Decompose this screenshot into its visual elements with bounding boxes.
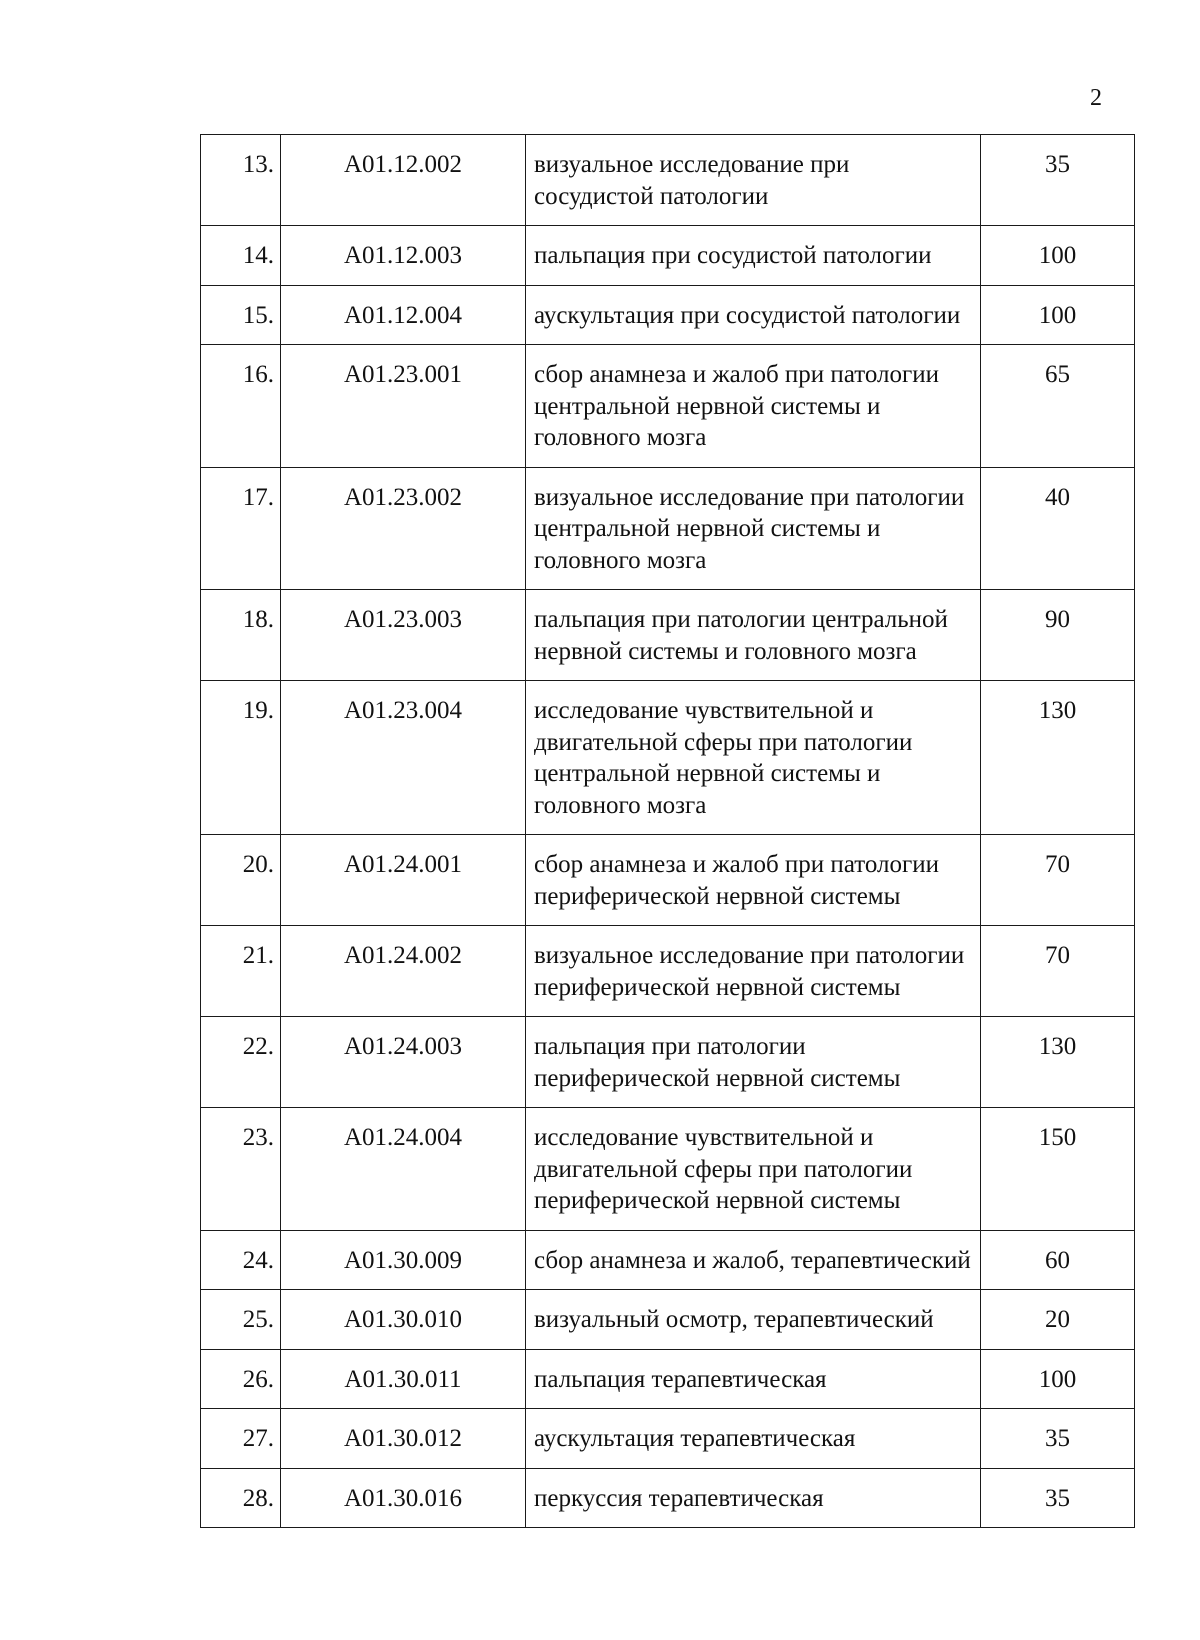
table-row xyxy=(201,285,1135,345)
table-row xyxy=(201,1017,1135,1108)
service-price: 100 xyxy=(981,285,1135,345)
row-number: 17. xyxy=(201,467,281,590)
row-number: 15. xyxy=(201,285,281,345)
service-name: аускультация терапевтическая xyxy=(526,1409,981,1469)
service-name: сбор анамнеза и жалоб, терапевтический xyxy=(526,1230,981,1290)
service-name: сбор анамнеза и жалоб при патологии периферической нервной системы xyxy=(526,835,981,926)
service-code: A01.24.003 xyxy=(281,1017,526,1108)
row-number: 23. xyxy=(201,1108,281,1231)
service-name: сбор анамнеза и жалоб при патологии центральной нервной системы и головного мозга xyxy=(526,345,981,468)
service-price: 70 xyxy=(981,835,1135,926)
service-price: 90 xyxy=(981,590,1135,681)
service-price: 20 xyxy=(981,1290,1135,1350)
service-name: пальпация при сосудистой патологии xyxy=(526,226,981,286)
service-name: аускультация при сосудистой патологии xyxy=(526,285,981,345)
table-row xyxy=(201,681,1135,835)
service-price: 150 xyxy=(981,1108,1135,1231)
row-number: 18. xyxy=(201,590,281,681)
service-name: визуальный осмотр, терапевтический xyxy=(526,1290,981,1350)
table-row xyxy=(201,1349,1135,1409)
row-number: 19. xyxy=(201,681,281,835)
service-code: A01.30.011 xyxy=(281,1349,526,1409)
service-price: 100 xyxy=(981,226,1135,286)
table-row xyxy=(201,835,1135,926)
row-number: 13. xyxy=(201,135,281,226)
service-name: пальпация при патологии центральной нервной системы и головного мозга xyxy=(526,590,981,681)
services-price-table xyxy=(200,134,1135,1528)
table-row xyxy=(201,1290,1135,1350)
service-code: A01.30.010 xyxy=(281,1290,526,1350)
row-number: 27. xyxy=(201,1409,281,1469)
service-code: A01.23.004 xyxy=(281,681,526,835)
service-code: A01.12.004 xyxy=(281,285,526,345)
service-price: 70 xyxy=(981,926,1135,1017)
service-code: A01.24.004 xyxy=(281,1108,526,1231)
service-price: 100 xyxy=(981,1349,1135,1409)
service-price: 130 xyxy=(981,681,1135,835)
table-row xyxy=(201,226,1135,286)
service-code: A01.24.002 xyxy=(281,926,526,1017)
row-number: 24. xyxy=(201,1230,281,1290)
service-name: пальпация при патологии периферической нервной системы xyxy=(526,1017,981,1108)
service-code: A01.12.003 xyxy=(281,226,526,286)
service-code: A01.12.002 xyxy=(281,135,526,226)
service-name: визуальное исследование при патологии центральной нервной системы и головного мозга xyxy=(526,467,981,590)
row-number: 16. xyxy=(201,345,281,468)
table-row xyxy=(201,345,1135,468)
row-number: 25. xyxy=(201,1290,281,1350)
service-price: 35 xyxy=(981,1409,1135,1469)
table-row xyxy=(201,467,1135,590)
service-name: исследование чувствительной и двигательной сферы при патологии периферической нервной системы xyxy=(526,1108,981,1231)
table-row xyxy=(201,1108,1135,1231)
service-price: 35 xyxy=(981,1468,1135,1528)
service-price: 130 xyxy=(981,1017,1135,1108)
service-name: пальпация терапевтическая xyxy=(526,1349,981,1409)
service-price: 35 xyxy=(981,135,1135,226)
service-code: A01.30.009 xyxy=(281,1230,526,1290)
table-row xyxy=(201,590,1135,681)
service-code: A01.24.001 xyxy=(281,835,526,926)
table-row xyxy=(201,926,1135,1017)
row-number: 21. xyxy=(201,926,281,1017)
service-name: исследование чувствительной и двигательной сферы при патологии центральной нервной системы и головного мозга xyxy=(526,681,981,835)
table-row xyxy=(201,135,1135,226)
service-name: перкуссия терапевтическая xyxy=(526,1468,981,1528)
row-number: 14. xyxy=(201,226,281,286)
row-number: 28. xyxy=(201,1468,281,1528)
service-price: 40 xyxy=(981,467,1135,590)
service-code: A01.30.016 xyxy=(281,1468,526,1528)
service-name: визуальное исследование при патологии периферической нервной системы xyxy=(526,926,981,1017)
page-number: 2 xyxy=(1090,85,1102,111)
service-code: A01.23.003 xyxy=(281,590,526,681)
row-number: 26. xyxy=(201,1349,281,1409)
service-code: A01.30.012 xyxy=(281,1409,526,1469)
table-row xyxy=(201,1409,1135,1469)
row-number: 22. xyxy=(201,1017,281,1108)
service-name: визуальное исследование при сосудистой патологии xyxy=(526,135,981,226)
table-row xyxy=(201,1468,1135,1528)
service-price: 65 xyxy=(981,345,1135,468)
service-code: A01.23.002 xyxy=(281,467,526,590)
table-row xyxy=(201,1230,1135,1290)
service-code: A01.23.001 xyxy=(281,345,526,468)
row-number: 20. xyxy=(201,835,281,926)
service-price: 60 xyxy=(981,1230,1135,1290)
